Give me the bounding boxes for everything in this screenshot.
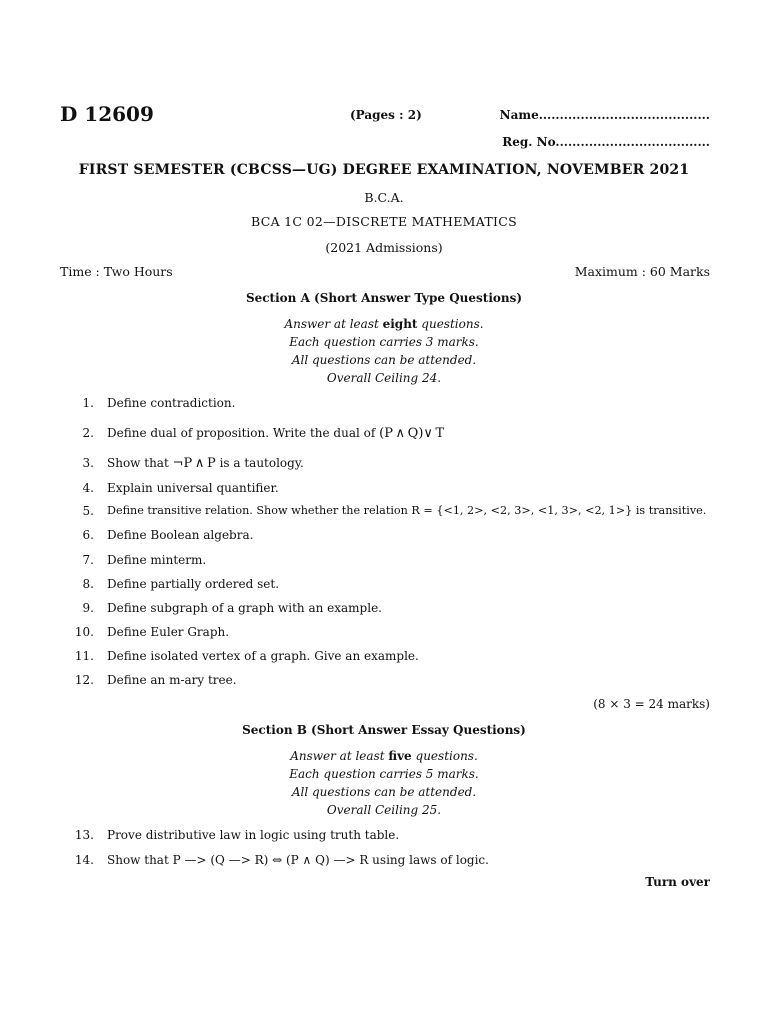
exam-duration: Time : Two Hours <box>60 264 173 279</box>
course-name: B.C.A. <box>364 190 404 205</box>
question-text: Define partially ordered set. <box>107 577 280 591</box>
name-field: Name......................................... <box>499 108 710 122</box>
question-text: Define minterm. <box>107 553 207 567</box>
question-paper-code: D 12609 <box>60 102 154 126</box>
math-expression: ¬P ∧ P <box>172 456 216 471</box>
question-text: Define dual of proposition. Write the dual of (P ∧ Q)∨ T <box>107 426 445 441</box>
section-a-instruction-ceiling: Overall Ceiling 24. <box>326 371 442 385</box>
question-number: 6. <box>82 528 94 542</box>
section-a-instruction-marks: Each question carries 3 marks. <box>289 335 479 349</box>
question-number: 2. <box>82 426 94 440</box>
question-text: Define subgraph of a graph with an example. <box>107 601 382 615</box>
section-a-instruction-answer: Answer at least eight questions. <box>284 317 484 331</box>
section-a-heading: Section A (Short Answer Type Questions) <box>245 291 523 305</box>
section-a-instruction-attend: All questions can be attended. <box>291 353 477 367</box>
section-b-instruction-attend: All questions can be attended. <box>291 785 477 799</box>
question-number: 14. <box>74 853 94 867</box>
question-text: Define an m-ary tree. <box>107 673 237 687</box>
question-text: Show that ¬P ∧ P is a tautology. <box>107 456 304 471</box>
question-text: Define transitive relation. Show whether the relation R = {<1, 2>, <2, 3>, <1, 3>, <2, 1>} is transitive. <box>107 504 707 517</box>
question-text: Define Euler Graph. <box>107 625 230 639</box>
question-number: 12. <box>74 673 94 687</box>
question-number: 9. <box>82 601 94 615</box>
question-text: Define Boolean algebra. <box>107 528 254 542</box>
paper-title: BCA 1C 02—DISCRETE MATHEMATICS <box>251 214 517 229</box>
question-number: 5. <box>82 504 94 518</box>
page-count: (Pages : 2) <box>350 108 422 122</box>
section-b-instruction-ceiling: Overall Ceiling 25. <box>326 803 442 817</box>
section-b-heading: Section B (Short Answer Essay Questions) <box>242 723 526 737</box>
section-b-instruction-answer: Answer at least five questions. <box>290 749 478 763</box>
question-text: Show that P —> (Q —> R) ⇔ (P ∧ Q) —> R using laws of logic. <box>107 853 489 867</box>
turn-over-label: Turn over <box>645 875 710 889</box>
section-a-marks: (8 × 3 = 24 marks) <box>593 697 710 711</box>
question-text: Explain universal quantifier. <box>107 481 279 495</box>
question-number: 4. <box>82 481 94 495</box>
question-text: Define isolated vertex of a graph. Give an example. <box>107 649 419 663</box>
question-number: 8. <box>82 577 94 591</box>
admissions-year: (2021 Admissions) <box>325 240 443 255</box>
question-number: 11. <box>74 649 94 663</box>
maximum-marks: Maximum : 60 Marks <box>574 264 710 279</box>
question-number: 13. <box>74 828 94 842</box>
math-expression: (P ∧ Q)∨ T <box>379 426 445 441</box>
question-text: Prove distributive law in logic using truth table. <box>107 828 400 842</box>
exam-title: FIRST SEMESTER (CBCSS—UG) DEGREE EXAMINATION, NOVEMBER 2021 <box>78 162 690 178</box>
reg-no-field: Reg. No..................................... <box>502 135 710 149</box>
question-number: 3. <box>82 456 94 470</box>
question-number: 1. <box>82 396 94 410</box>
question-text: Define contradiction. <box>107 396 236 410</box>
section-b-instruction-marks: Each question carries 5 marks. <box>289 767 479 781</box>
question-number: 7. <box>82 553 94 567</box>
question-number: 10. <box>74 625 94 639</box>
